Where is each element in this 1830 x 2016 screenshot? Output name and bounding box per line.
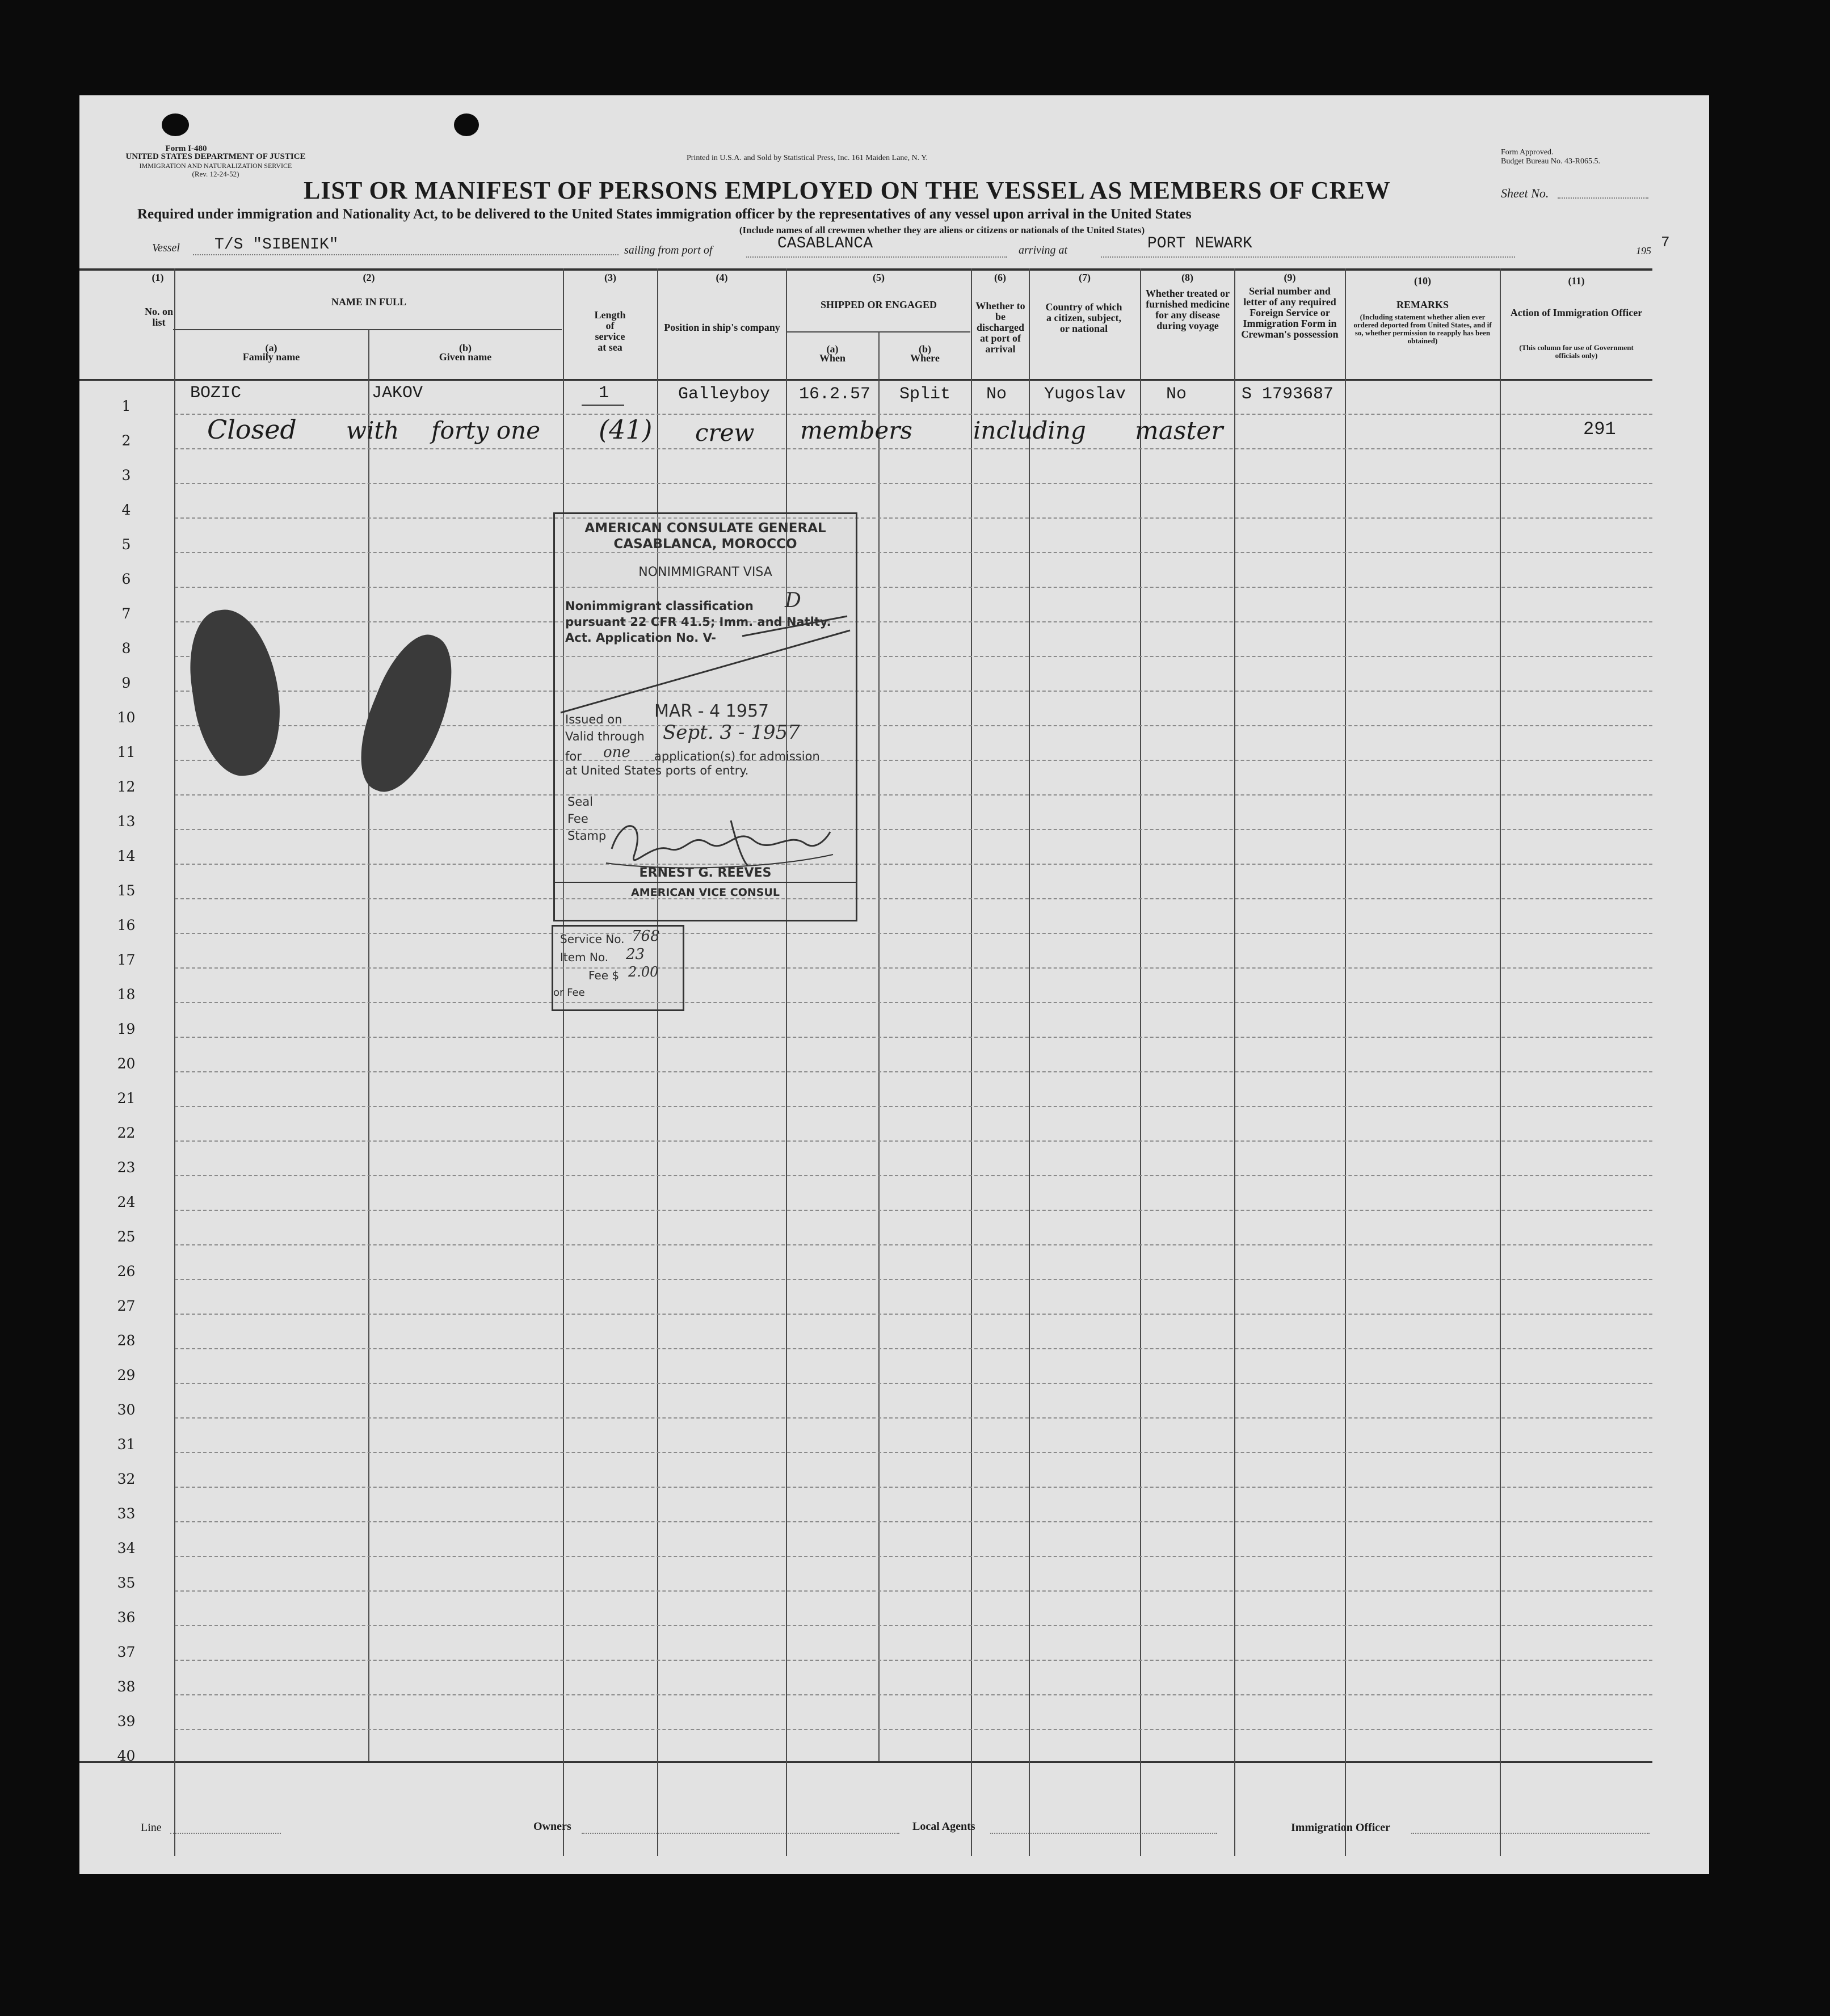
row-number: 33 [117, 1505, 136, 1522]
stamp-for-label: for [565, 750, 582, 763]
col11-header: Action of Immigration Officer [1510, 307, 1643, 318]
row-line [175, 1210, 1652, 1211]
closing-word-4: (41) [599, 414, 653, 445]
row-number: 26 [117, 1263, 136, 1280]
row-line [175, 1694, 1652, 1695]
row-number: 20 [117, 1055, 136, 1072]
row-number: 31 [117, 1436, 136, 1453]
row-number: 21 [117, 1090, 136, 1106]
row-number: 40 [117, 1748, 136, 1764]
closing-word-3: forty one [431, 416, 541, 444]
column-divider [563, 268, 564, 1856]
form-number: Form I-480 [165, 144, 207, 153]
fee-item-value: 23 [626, 946, 645, 963]
col11-note: (This column for use of Government officials only) [1519, 343, 1634, 360]
col5a-number: (a) [826, 343, 839, 355]
col10-note: (Including statement whether alien ever ordered deported from United States, and if so, whether permission to reapply has been obtained) [1353, 313, 1492, 345]
row-number: 8 [121, 640, 131, 656]
vessel-line [193, 254, 619, 255]
row-line [175, 1660, 1652, 1661]
visa-stamp [553, 512, 857, 921]
col10-number: (10) [1414, 275, 1431, 287]
entry-country: Yugoslav [1044, 385, 1126, 404]
row-number: 5 [121, 536, 131, 553]
header-bottom-border [79, 379, 1652, 381]
row-number: 7 [121, 605, 131, 622]
row-number: 38 [117, 1678, 136, 1695]
row-line [175, 1417, 1652, 1419]
row-number: 1 [121, 398, 131, 414]
col1-number: (1) [152, 272, 164, 283]
name-subheader-line [173, 329, 562, 330]
stamp-pursuant: pursuant 22 CFR 41.5; Imm. and Natlty. [565, 615, 831, 629]
col5-number: (5) [873, 272, 885, 283]
entry-given-name: JAKOV [372, 384, 423, 403]
fee-stamp [552, 925, 684, 1011]
row-line [175, 1175, 1652, 1176]
closing-word-1: Closed [207, 414, 297, 445]
column-divider [1140, 268, 1141, 1856]
year-suffix: 7 [1661, 234, 1670, 251]
col2-number: (2) [363, 272, 375, 283]
closing-word-2: with [346, 416, 399, 444]
col1-header: No. on list [144, 306, 173, 328]
row-number: 39 [117, 1713, 136, 1729]
manifest-sheet [79, 95, 1709, 1874]
row-line [175, 1140, 1652, 1142]
row-number: 12 [117, 778, 136, 795]
entry-family-name: BOZIC [190, 384, 242, 403]
stamp-admission: application(s) for admission [654, 750, 820, 763]
column-divider [878, 331, 880, 1761]
stamp-seal-label: Seal [567, 795, 593, 809]
row-number: 16 [117, 917, 136, 933]
row-number: 17 [117, 952, 136, 968]
printer-note: Printed in U.S.A. and Sold by Statistical Press, Inc. 161 Maiden Lane, N. Y. [687, 154, 928, 162]
stamp-consul-title: AMERICAN VICE CONSUL [631, 886, 780, 899]
sheet-number-label: Sheet No. [1501, 186, 1549, 200]
entry-discharged: No [986, 385, 1007, 404]
ink-blot-mark [162, 113, 189, 136]
closing-count: 291 [1583, 419, 1616, 440]
table-bottom-border [79, 1761, 1652, 1763]
row-number: 3 [121, 467, 131, 483]
stamp-visa-type: NONIMMIGRANT VISA [638, 565, 772, 579]
col9-header: Serial number and letter of any required Foreign Service or Immigration Form in Crewman's possession [1241, 285, 1339, 340]
col8-number: (8) [1181, 272, 1193, 283]
stamp-classification-value: D [785, 589, 801, 612]
row-number: 15 [117, 882, 136, 899]
col5b-number: (b) [919, 343, 931, 355]
form-title: LIST OR MANIFEST OF PERSONS EMPLOYED ON THE VESSEL AS MEMBERS OF CREW [304, 176, 1391, 204]
row-number: 28 [117, 1332, 136, 1349]
stamp-consulate: AMERICAN CONSULATE GENERAL [584, 521, 826, 536]
col2-header: NAME IN FULL [331, 296, 406, 308]
vessel-value: T/S "SIBENIK" [214, 236, 339, 254]
row-number: 18 [117, 986, 136, 1003]
row-number: 25 [117, 1228, 136, 1245]
row-line [175, 967, 1652, 969]
column-divider [1234, 268, 1235, 1856]
row-line [175, 483, 1652, 484]
col3-number: (3) [604, 272, 616, 283]
sailing-port: CASABLANCA [777, 235, 873, 252]
row-number: 30 [117, 1401, 136, 1418]
row-line [175, 414, 1652, 415]
col5-header: SHIPPED OR ENGAGED [820, 299, 937, 310]
row-line [175, 587, 1652, 588]
col7-number: (7) [1079, 272, 1091, 283]
fee-item-label: Item No. [560, 950, 609, 964]
footer-agents-rule [990, 1833, 1217, 1834]
row-line [175, 448, 1652, 449]
row-number: 11 [117, 744, 136, 760]
row-number: 37 [117, 1644, 136, 1660]
fee-amount-value: 2.00 [628, 964, 659, 980]
arriving-line [1101, 256, 1515, 258]
arriving-label: arriving at [1019, 244, 1068, 256]
row-line [175, 864, 1652, 865]
sailing-line [746, 256, 1007, 258]
include-note: (Include names of all crewmen whether they are aliens or citizens or nationals of the United States) [739, 225, 1145, 235]
col4-header: Position in ship's company [664, 322, 780, 333]
row-number: 22 [117, 1125, 136, 1141]
row-line [175, 621, 1652, 622]
closing-word-7: including [973, 416, 1086, 444]
column-divider [1029, 268, 1030, 1856]
row-line [175, 1348, 1652, 1349]
row-number: 32 [117, 1471, 136, 1487]
row-number: 23 [117, 1159, 136, 1176]
row-line [175, 1314, 1652, 1315]
stamp-issued-label: Issued on [565, 713, 622, 726]
col10-header: REMARKS [1396, 299, 1449, 310]
stamp-classification-label: Nonimmigrant classification [565, 599, 754, 613]
table-top-border [79, 268, 1652, 271]
embossed-seal-mark [182, 604, 289, 781]
form-revision: (Rev. 12-24-52) [192, 170, 239, 178]
entry-position: Galleyboy [678, 385, 771, 404]
col9-number: (9) [1284, 272, 1296, 283]
row-line [175, 1590, 1652, 1592]
footer-officer-rule [1411, 1833, 1650, 1834]
fee-service-value: 768 [632, 928, 660, 945]
embossed-seal-mark [343, 624, 471, 803]
fee-service-label: Service No. [560, 932, 625, 946]
row-number: 14 [117, 848, 136, 864]
col2b-header: Given name [439, 351, 492, 363]
row-number: 36 [117, 1609, 136, 1626]
row-number: 29 [117, 1367, 136, 1383]
entry-serial: S 1793687 [1242, 385, 1334, 404]
col5a-header: When [819, 352, 845, 364]
row-number: 4 [121, 502, 131, 518]
stamp-fee-label: Fee [567, 812, 588, 826]
column-divider [368, 329, 369, 1761]
fee-amount-label: Fee $ [588, 969, 620, 982]
col2a-header: Family name [242, 351, 300, 363]
row-number: 34 [117, 1540, 136, 1556]
row-line [175, 1106, 1652, 1107]
col11-number: (11) [1568, 275, 1585, 287]
row-line [175, 1002, 1652, 1003]
col8-header: Whether treated or furnished medicine for any disease during voyage [1145, 288, 1230, 331]
approval-line-1: Form Approved. [1501, 148, 1554, 157]
stamp-issued-date: MAR - 4 1957 [654, 701, 769, 721]
column-divider [786, 268, 787, 1856]
row-line [175, 794, 1652, 796]
footer-officer-label: Immigration Officer [1291, 1821, 1390, 1834]
arriving-port: PORT NEWARK [1147, 235, 1252, 252]
row-line [175, 1487, 1652, 1488]
row-line [175, 1071, 1652, 1072]
col2a-number: (a) [265, 342, 277, 353]
sheet-number-line [1558, 197, 1648, 199]
department-name: UNITED STATES DEPARTMENT OF JUSTICE [125, 152, 306, 161]
row-line [175, 1521, 1652, 1522]
column-divider [1500, 268, 1501, 1856]
row-number: 13 [117, 813, 136, 830]
row-number: 19 [117, 1021, 136, 1037]
service-name: IMMIGRATION AND NATURALIZATION SERVICE [139, 162, 292, 170]
entry-where: Split [899, 385, 951, 404]
row-line [175, 552, 1652, 553]
footer-owners-label: Owners [533, 1820, 571, 1833]
row-number: 35 [117, 1575, 136, 1591]
stamp-stamp-label: Stamp [567, 829, 607, 843]
footer-line-label: Line [141, 1821, 162, 1834]
col4-number: (4) [716, 272, 728, 283]
column-divider [1345, 268, 1346, 1856]
stamp-valid-label: Valid through [565, 730, 645, 743]
column-divider [657, 268, 658, 1856]
row-number: 6 [121, 571, 131, 587]
row-line [175, 1625, 1652, 1626]
col6-number: (6) [994, 272, 1006, 283]
ink-blot-mark [454, 113, 479, 136]
stamp-consul-rule [555, 882, 856, 883]
stamp-for-value: one [603, 744, 630, 761]
stamp-ports: at United States ports of entry. [565, 764, 749, 777]
col7-header: Country of which a citizen, subject, or national [1045, 301, 1122, 334]
sailing-label: sailing from port of [624, 244, 713, 256]
entry-service-length: 1 [599, 384, 609, 403]
service-underline [582, 405, 624, 406]
row-line [175, 1383, 1652, 1384]
row-line [175, 933, 1652, 934]
footer-owners-rule [582, 1833, 899, 1834]
footer-line-rule [170, 1833, 281, 1834]
closing-word-8: master [1135, 416, 1223, 445]
stamp-city: CASABLANCA, MOROCCO [613, 537, 797, 552]
row-line [175, 1452, 1652, 1453]
row-number: 2 [121, 432, 131, 449]
column-divider [174, 268, 175, 1856]
row-number: 10 [117, 709, 136, 726]
row-line [175, 1556, 1652, 1557]
entry-treated: No [1166, 385, 1187, 404]
row-number: 24 [117, 1194, 136, 1210]
year-prefix: 195 [1636, 245, 1651, 256]
row-line [175, 829, 1652, 830]
stamp-consul-name: ERNEST G. REEVES [639, 866, 772, 880]
row-number: 9 [121, 675, 131, 691]
col5b-header: Where [910, 352, 940, 364]
stamp-valid-date: Sept. 3 - 1957 [663, 721, 800, 744]
row-line [175, 1279, 1652, 1280]
col6-header: Whether to be discharged at port of arrival [975, 300, 1025, 355]
fee-no-fee-label: or Fee [553, 987, 585, 999]
column-divider [971, 268, 972, 1856]
closing-word-6: members [800, 416, 912, 444]
form-subtitle: Required under immigration and Nationality Act, to be delivered to the United States immigration officer by the representatives of any vessel upon arrival in the United States [137, 207, 1192, 222]
closing-word-5: crew [695, 419, 755, 447]
row-line [175, 898, 1652, 899]
vessel-label: Vessel [152, 242, 180, 254]
col2b-number: (b) [459, 342, 472, 353]
row-line [175, 1037, 1652, 1038]
col3-header: Length of service at sea [594, 309, 626, 353]
row-line [175, 517, 1652, 519]
row-line [175, 1244, 1652, 1245]
approval-line-2: Budget Bureau No. 43-R065.5. [1501, 157, 1600, 166]
row-line [175, 1729, 1652, 1730]
footer-agents-label: Local Agents [912, 1820, 975, 1833]
row-number: 27 [117, 1298, 136, 1314]
entry-when: 16.2.57 [799, 385, 871, 404]
stamp-application: Act. Application No. V- [565, 631, 717, 645]
